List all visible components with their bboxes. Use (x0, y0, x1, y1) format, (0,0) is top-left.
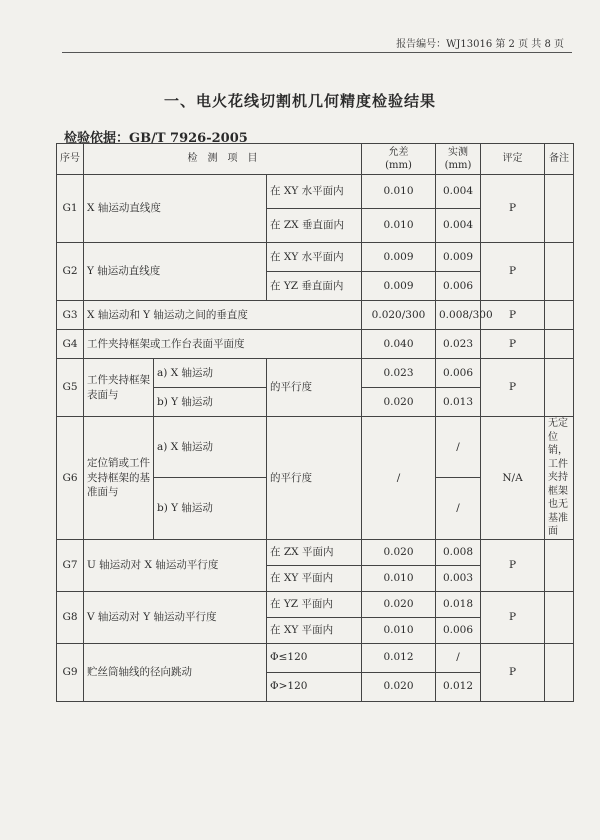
row-no: G4 (57, 330, 84, 359)
row-relation: 的平行度 (267, 359, 362, 417)
row-note (545, 643, 574, 701)
row-no: G8 (57, 591, 84, 643)
page-title: 一、电火花线切割机几何精度检验结果 (163, 92, 436, 110)
row-sub-a: a) X 轴运动 (154, 359, 267, 388)
row-measured: 0.004 (436, 209, 481, 243)
row-sub-a: a) X 轴运动 (154, 417, 267, 478)
table-row (57, 243, 574, 272)
row-note (545, 243, 574, 301)
row-tolerance: 0.040 (362, 330, 436, 359)
row-tolerance: 0.010 (362, 209, 436, 243)
row-measured: 0.018 (436, 591, 481, 617)
row-sub: 在 XY 水平面内 (267, 175, 362, 209)
row-evaluation: P (481, 301, 545, 330)
row-evaluation: P (481, 359, 545, 417)
table-header-row (57, 144, 574, 175)
row-measured: 0.023 (436, 330, 481, 359)
row-relation: 的平行度 (267, 417, 362, 540)
row-item: X 轴运动直线度 (84, 175, 267, 243)
report-number: 报告编号：WJ13016 第 2 页 共 8 页 (396, 39, 564, 50)
row-measured: 0.006 (436, 272, 481, 301)
row-tolerance: 0.009 (362, 272, 436, 301)
row-tolerance: 0.020 (362, 539, 436, 565)
row-note (545, 359, 574, 417)
row-no: G5 (57, 359, 84, 417)
row-tolerance: 0.010 (362, 175, 436, 209)
row-measured: 0.003 (436, 565, 481, 591)
row-evaluation: P (481, 330, 545, 359)
table-row (57, 301, 574, 330)
row-note: 无定位销，工件夹持框架也无基准面 (545, 417, 574, 540)
row-sub: 在 YZ 垂直面内 (267, 272, 362, 301)
header-divider (62, 52, 572, 53)
inspection-table (56, 143, 574, 702)
row-item: 贮丝筒轴线的径向跳动 (84, 643, 267, 701)
row-no: G3 (57, 301, 84, 330)
row-measured: / (436, 643, 481, 672)
row-item: V 轴运动对 Y 轴运动平行度 (84, 591, 267, 643)
row-tolerance: 0.020 (362, 388, 436, 417)
header-no: 序号 (57, 144, 84, 175)
row-measured: 0.008 (436, 539, 481, 565)
header-note: 备注 (545, 144, 574, 175)
header-item: 检 测 项 目 (84, 144, 362, 175)
row-sub: Φ≤120 (267, 643, 362, 672)
row-sub: 在 ZX 垂直面内 (267, 209, 362, 243)
row-tolerance: 0.012 (362, 643, 436, 672)
row-note (545, 301, 574, 330)
row-evaluation: N/A (481, 417, 545, 540)
row-tolerance: 0.020/300 (362, 301, 436, 330)
row-measured: 0.006 (436, 617, 481, 643)
header-measured: 实测 (mm) (436, 144, 481, 175)
table-row (57, 359, 574, 388)
row-measured: 0.006 (436, 359, 481, 388)
header-evaluation: 评定 (481, 144, 545, 175)
row-no: G1 (57, 175, 84, 243)
row-evaluation: P (481, 243, 545, 301)
row-tolerance: 0.010 (362, 617, 436, 643)
row-evaluation: P (481, 643, 545, 701)
row-sub: 在 ZX 平面内 (267, 539, 362, 565)
table-row (57, 643, 574, 672)
row-no: G2 (57, 243, 84, 301)
row-evaluation: P (481, 175, 545, 243)
table-row (57, 330, 574, 359)
row-evaluation: P (481, 539, 545, 591)
row-item: 定位销或工件夹持框架的基准面与 (84, 417, 154, 540)
inspection-basis: 检验依据：GB/T 7926-2005 (64, 131, 248, 146)
row-measured: 0.013 (436, 388, 481, 417)
row-measured: 0.012 (436, 672, 481, 701)
row-item: 工件夹持框架或工作台表面平面度 (84, 330, 362, 359)
row-tolerance: 0.020 (362, 591, 436, 617)
row-sub: 在 XY 水平面内 (267, 243, 362, 272)
row-note (545, 175, 574, 243)
row-sub: 在 XY 平面内 (267, 565, 362, 591)
row-item: Y 轴运动直线度 (84, 243, 267, 301)
table-row (57, 539, 574, 565)
row-item: X 轴运动和 Y 轴运动之间的垂直度 (84, 301, 362, 330)
row-tolerance: 0.023 (362, 359, 436, 388)
header-tolerance: 允差 (mm) (362, 144, 436, 175)
row-tolerance: / (362, 417, 436, 540)
row-sub: Φ>120 (267, 672, 362, 701)
row-sub-b: b) Y 轴运动 (154, 388, 267, 417)
row-measured: 0.004 (436, 175, 481, 209)
row-measured: 0.009 (436, 243, 481, 272)
row-item: 工件夹持框架表面与 (84, 359, 154, 417)
table-row (57, 591, 574, 617)
row-evaluation: P (481, 591, 545, 643)
row-measured: / (436, 478, 481, 539)
table-row (57, 417, 574, 478)
row-note (545, 330, 574, 359)
row-sub: 在 YZ 平面内 (267, 591, 362, 617)
row-tolerance: 0.009 (362, 243, 436, 272)
row-tolerance: 0.010 (362, 565, 436, 591)
row-sub-b: b) Y 轴运动 (154, 478, 267, 539)
row-note (545, 591, 574, 643)
row-item: U 轴运动对 X 轴运动平行度 (84, 539, 267, 591)
row-measured: 0.008/300 (436, 301, 481, 330)
row-no: G9 (57, 643, 84, 701)
row-no: G6 (57, 417, 84, 540)
row-measured: / (436, 417, 481, 478)
row-tolerance: 0.020 (362, 672, 436, 701)
row-sub: 在 XY 平面内 (267, 617, 362, 643)
row-note (545, 539, 574, 591)
table-row (57, 175, 574, 209)
row-no: G7 (57, 539, 84, 591)
